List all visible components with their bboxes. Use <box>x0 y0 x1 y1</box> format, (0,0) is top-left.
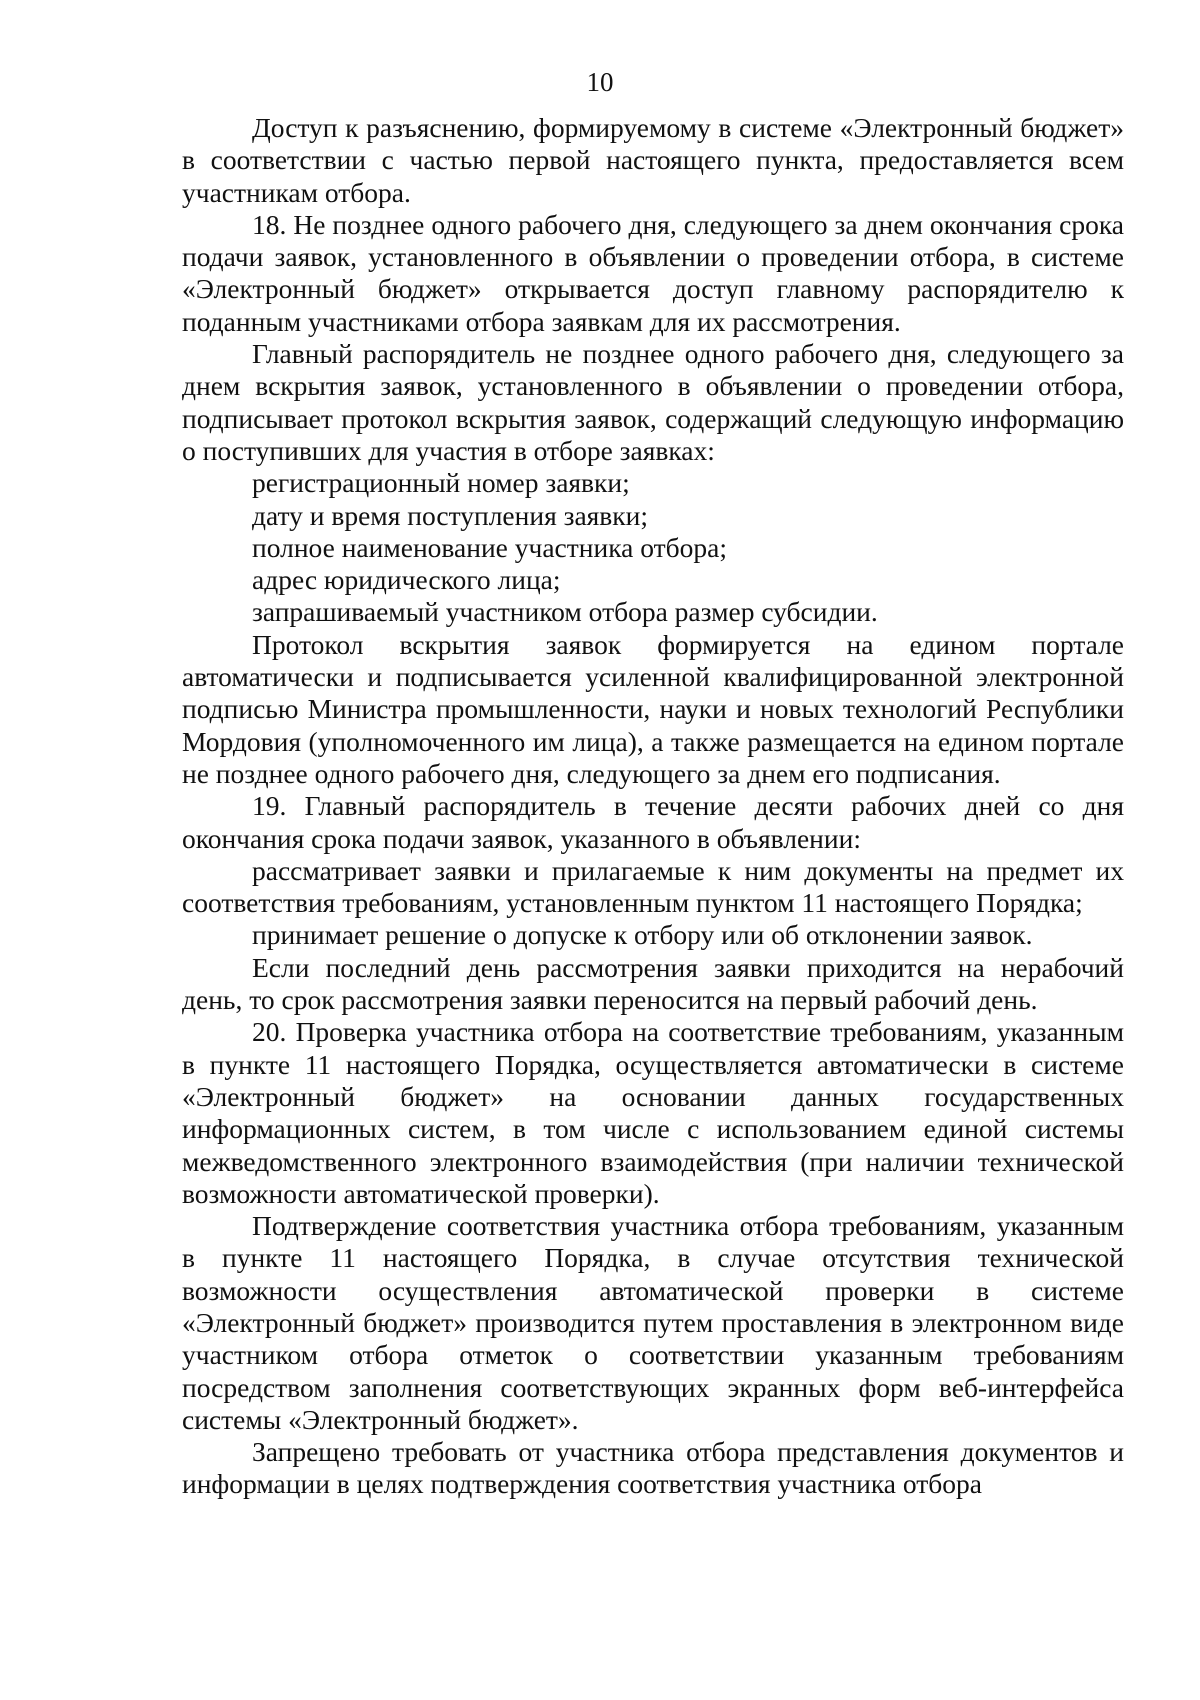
page-number: 10 <box>586 67 614 97</box>
list-item: адрес юридического лица; <box>252 564 561 596</box>
paragraph: Протокол вскрытия заявок формируется на едином портале автоматически и подписывается усиленной квалифицированной электронной подписью Министра промышленности, науки и новых технологий Республики Мордовия (уполномоченного им лица), а также размещается на едином портале не позднее одного рабочего дня, следующего за днем его подписания. <box>182 628 1124 789</box>
list-item: регистрационный номер заявки; <box>252 467 630 499</box>
document-body <box>182 112 1124 1501</box>
paragraph: 18. Не позднее одного рабочего дня, следующего за днем окончания срока подачи заявок, установленного в объявлении о проведении отбора, в системе «Электронный бюджет» открывается доступ главному распорядителю к поданным участниками отбора заявкам для их рассмотрения. <box>182 208 1124 337</box>
paragraph: Если последний день рассмотрения заявки приходится на нерабочий день, то срок рассмотрения заявки переносится на первый рабочий день. <box>182 951 1124 1016</box>
list-item: дату и время поступления заявки; <box>252 499 649 531</box>
paragraph: Подтверждение соответствия участника отбора требованиям, указанным в пункте 11 настоящего Порядка, в случае отсутствия технической возможности осуществления автоматической проверки в системе «Электронный бюджет» производится путем проставления в электронном виде участником отбора отметок о соответствии указанным требованиям посредством заполнения соответствующих экранных форм веб-интерфейса системы «Электронный бюджет». <box>182 1210 1124 1435</box>
list-item: полное наименование участника отбора; <box>252 531 727 563</box>
paragraph: Доступ к разъяснению, формируемому в системе «Электронный бюджет» в соответствии с частью первой настоящего пункта, предоставляется всем участникам отбора. <box>182 112 1124 208</box>
list-item: рассматривает заявки и прилагаемые к ним документы на предмет их соответствия требованиям, установленным пунктом 11 настоящего Порядка; <box>182 854 1124 919</box>
paragraph: 19. Главный распорядитель в течение десяти рабочих дней со дня окончания срока подачи заявок, указанного в объявлении: <box>182 790 1124 854</box>
list-item: принимает решение о допуске к отбору или об отклонении заявок. <box>252 919 1033 951</box>
paragraph: Главный распорядитель не позднее одного рабочего дня, следующего за днем вскрытия заявок, установленного в объявлении о проведении отбора, подписывает протокол вскрытия заявок, содержащий следующую информацию о поступивших для участия в отборе заявках: <box>182 338 1124 466</box>
list-item: запрашиваемый участником отбора размер субсидии. <box>252 596 878 628</box>
paragraph: Запрещено требовать от участника отбора представления документов и информации в целях подтверждения соответствия участника отбора <box>182 1436 1124 1500</box>
paragraph: 20. Проверка участника отбора на соответствие требованиям, указанным в пункте 11 настоящего Порядка, осуществляется автоматически в системе «Электронный бюджет» на основании данных государственных информационных систем, в том числе с использованием единой системы межведомственного электронного взаимодействия (при наличии технической возможности автоматической проверки). <box>182 1016 1124 1209</box>
